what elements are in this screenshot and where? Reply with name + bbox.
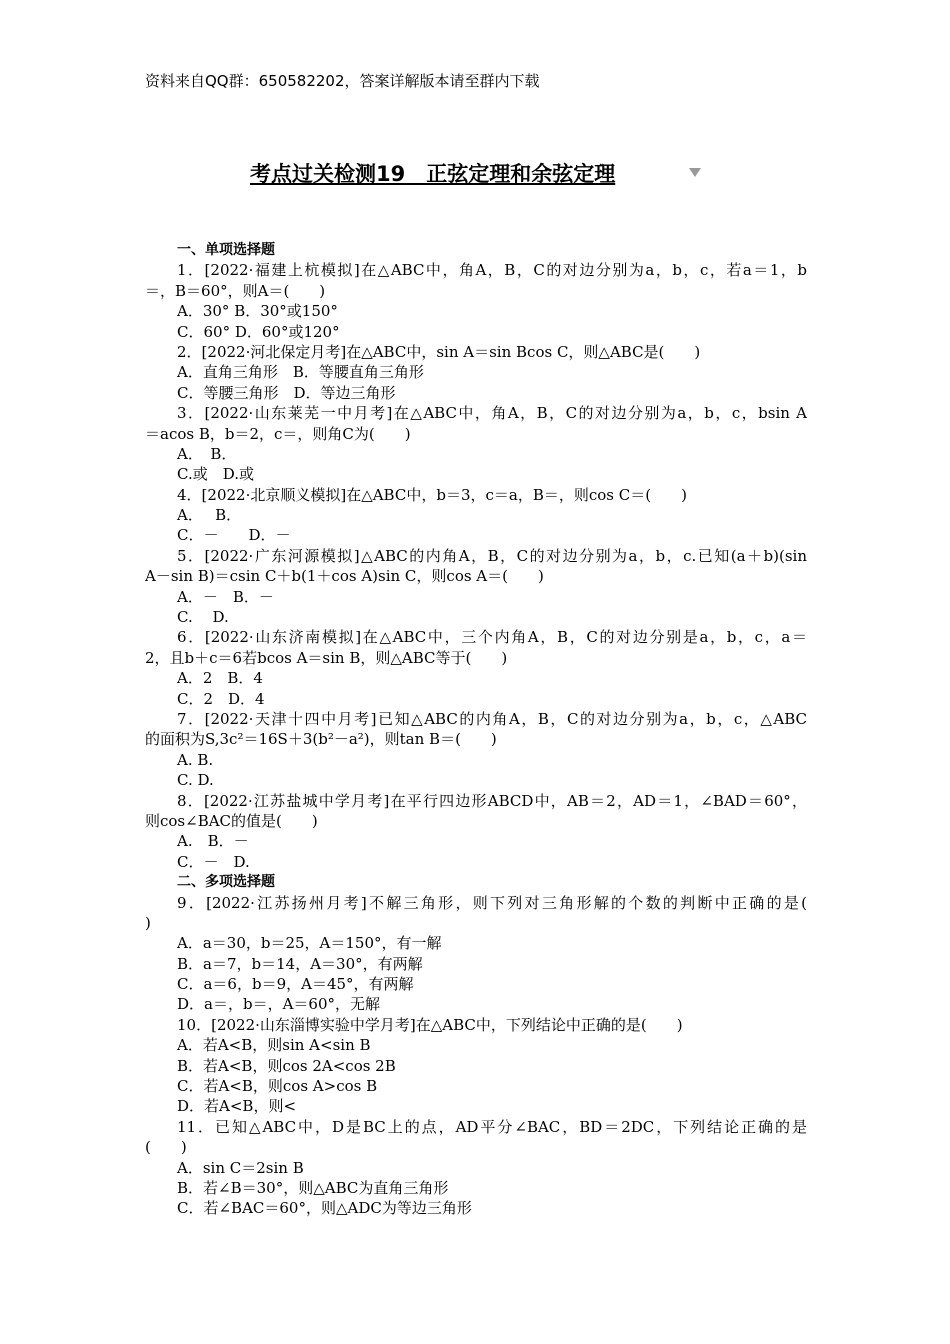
answer-option-line: A． B． bbox=[177, 444, 237, 463]
answer-option-line: A．30° B．30°或150° bbox=[177, 302, 338, 321]
answer-option-line: A．sin C＝2sin B bbox=[177, 1158, 304, 1177]
answer-option-line: A．2 B．4 bbox=[177, 669, 263, 688]
answer-option-line: C．－ D．－ bbox=[177, 526, 291, 545]
question-text-line: 则cos∠BAC的值是( ) bbox=[145, 811, 318, 830]
question-text-line: 6．[2022·山东济南模拟]在△ABC中，三个内角A，B，C的对边分别是a，b，c，a＝ bbox=[177, 628, 807, 647]
anchor-marker-icon bbox=[689, 168, 701, 177]
question-text-line: 3．[2022·山东莱芜一中月考]在△ABC中，角A，B，C的对边分别为a，b，c，bsin A bbox=[177, 404, 807, 423]
answer-option-line: B．若∠B＝30°，则△ABC为直角三角形 bbox=[177, 1178, 449, 1197]
answer-option-line: C．若A<B，则cos A>cos B bbox=[177, 1077, 378, 1096]
answer-option-line: C. D. bbox=[177, 608, 229, 627]
answer-option-line: A． B． bbox=[177, 506, 242, 525]
answer-option-line: B．a＝7，b＝14，A＝30°，有两解 bbox=[177, 954, 423, 973]
answer-option-line: C．60° D．60°或120° bbox=[177, 322, 340, 341]
question-text-line: ＝，B＝60°，则A＝( ) bbox=[145, 281, 326, 300]
answer-option-line: D．若A<B，则< bbox=[177, 1097, 297, 1116]
answer-option-line: C.或 D.或 bbox=[177, 465, 254, 484]
page-title: 考点过关检测19 正弦定理和余弦定理 bbox=[250, 162, 616, 186]
question-text-line: 4．[2022·北京顺义模拟]在△ABC中，b＝3，c＝a，B＝，则cos C＝( ) bbox=[177, 485, 687, 504]
section-heading: 一、单项选择题 bbox=[177, 242, 275, 258]
question-text-line: ( ) bbox=[145, 1138, 187, 1157]
question-text-line: 11．已知△ABC中，D是BC上的点，AD平分∠BAC，BD＝2DC，下列结论正确的是 bbox=[177, 1117, 807, 1136]
answer-option-line: C. D. bbox=[177, 771, 214, 790]
answer-option-line: A．若A<B，则sin A<sin B bbox=[177, 1036, 371, 1055]
answer-option-line: A. B. bbox=[177, 750, 214, 769]
question-text-line: 5．[2022·广东河源模拟]△ABC的内角A，B，C的对边分别为a，b，c.已知(a＋b)(sin bbox=[177, 546, 807, 565]
question-text-line: ) bbox=[145, 913, 151, 932]
answer-option-line: C．a＝6，b＝9，A＝45°，有两解 bbox=[177, 975, 414, 994]
question-text-line: 1．[2022·福建上杭模拟]在△ABC中，角A，B，C的对边分别为a，b，c，若a＝1，b bbox=[177, 261, 807, 280]
question-text-line: 2．[2022·河北保定月考]在△ABC中，sin A＝sin Bcos C，则△ABC是( ) bbox=[177, 342, 701, 361]
answer-option-line: A．－ B．－ bbox=[177, 587, 274, 606]
question-text-line: ＝acos B，b＝2，c＝，则角C为( ) bbox=[145, 424, 411, 443]
answer-option-line: C．若∠BAC＝60°，则△ADC为等边三角形 bbox=[177, 1199, 472, 1218]
header-note: 资料来自QQ群：650582202，答案详解版本请至群内下载 bbox=[145, 72, 540, 90]
section-heading: 二、多项选择题 bbox=[177, 874, 275, 891]
answer-option-line: C．－ D. bbox=[177, 852, 250, 871]
answer-option-line: B．若A<B，则cos 2A<cos 2B bbox=[177, 1056, 396, 1075]
answer-option-line: D．a＝，b＝，A＝60°，无解 bbox=[177, 995, 380, 1014]
question-text-line: A－sin B)＝csin C＋b(1＋cos A)sin C，则cos A＝( ) bbox=[145, 567, 544, 586]
answer-option-line: C．2 D．4 bbox=[177, 689, 265, 708]
question-text-line: 的面积为S,3c²＝16S＋3(b²－a²)，则tan B＝( ) bbox=[145, 730, 497, 749]
answer-option-line: A．a＝30，b＝25，A＝150°，有一解 bbox=[177, 934, 442, 953]
answer-option-line: A. B．－ bbox=[177, 832, 249, 851]
question-text-line: 8．[2022·江苏盐城中学月考]在平行四边形ABCD中，AB＝2，AD＝1，∠BAD＝60°， bbox=[177, 791, 807, 810]
question-text-line: 9．[2022·江苏扬州月考]不解三角形，则下列对三角形解的个数的判断中正确的是( bbox=[177, 893, 807, 912]
question-body bbox=[145, 240, 807, 1219]
question-text-line: 7．[2022·天津十四中月考]已知△ABC的内角A，B，C的对边分别为a，b，c，△ABC bbox=[177, 709, 807, 728]
question-text-line: 2，且b＋c＝6若bcos A＝sin B，则△ABC等于( ) bbox=[145, 648, 508, 667]
answer-option-line: C．等腰三角形 D．等边三角形 bbox=[177, 383, 396, 402]
answer-option-line: A．直角三角形 B．等腰直角三角形 bbox=[177, 363, 424, 382]
question-text-line: 10．[2022·山东淄博实验中学月考]在△ABC中，下列结论中正确的是( ) bbox=[177, 1015, 683, 1034]
